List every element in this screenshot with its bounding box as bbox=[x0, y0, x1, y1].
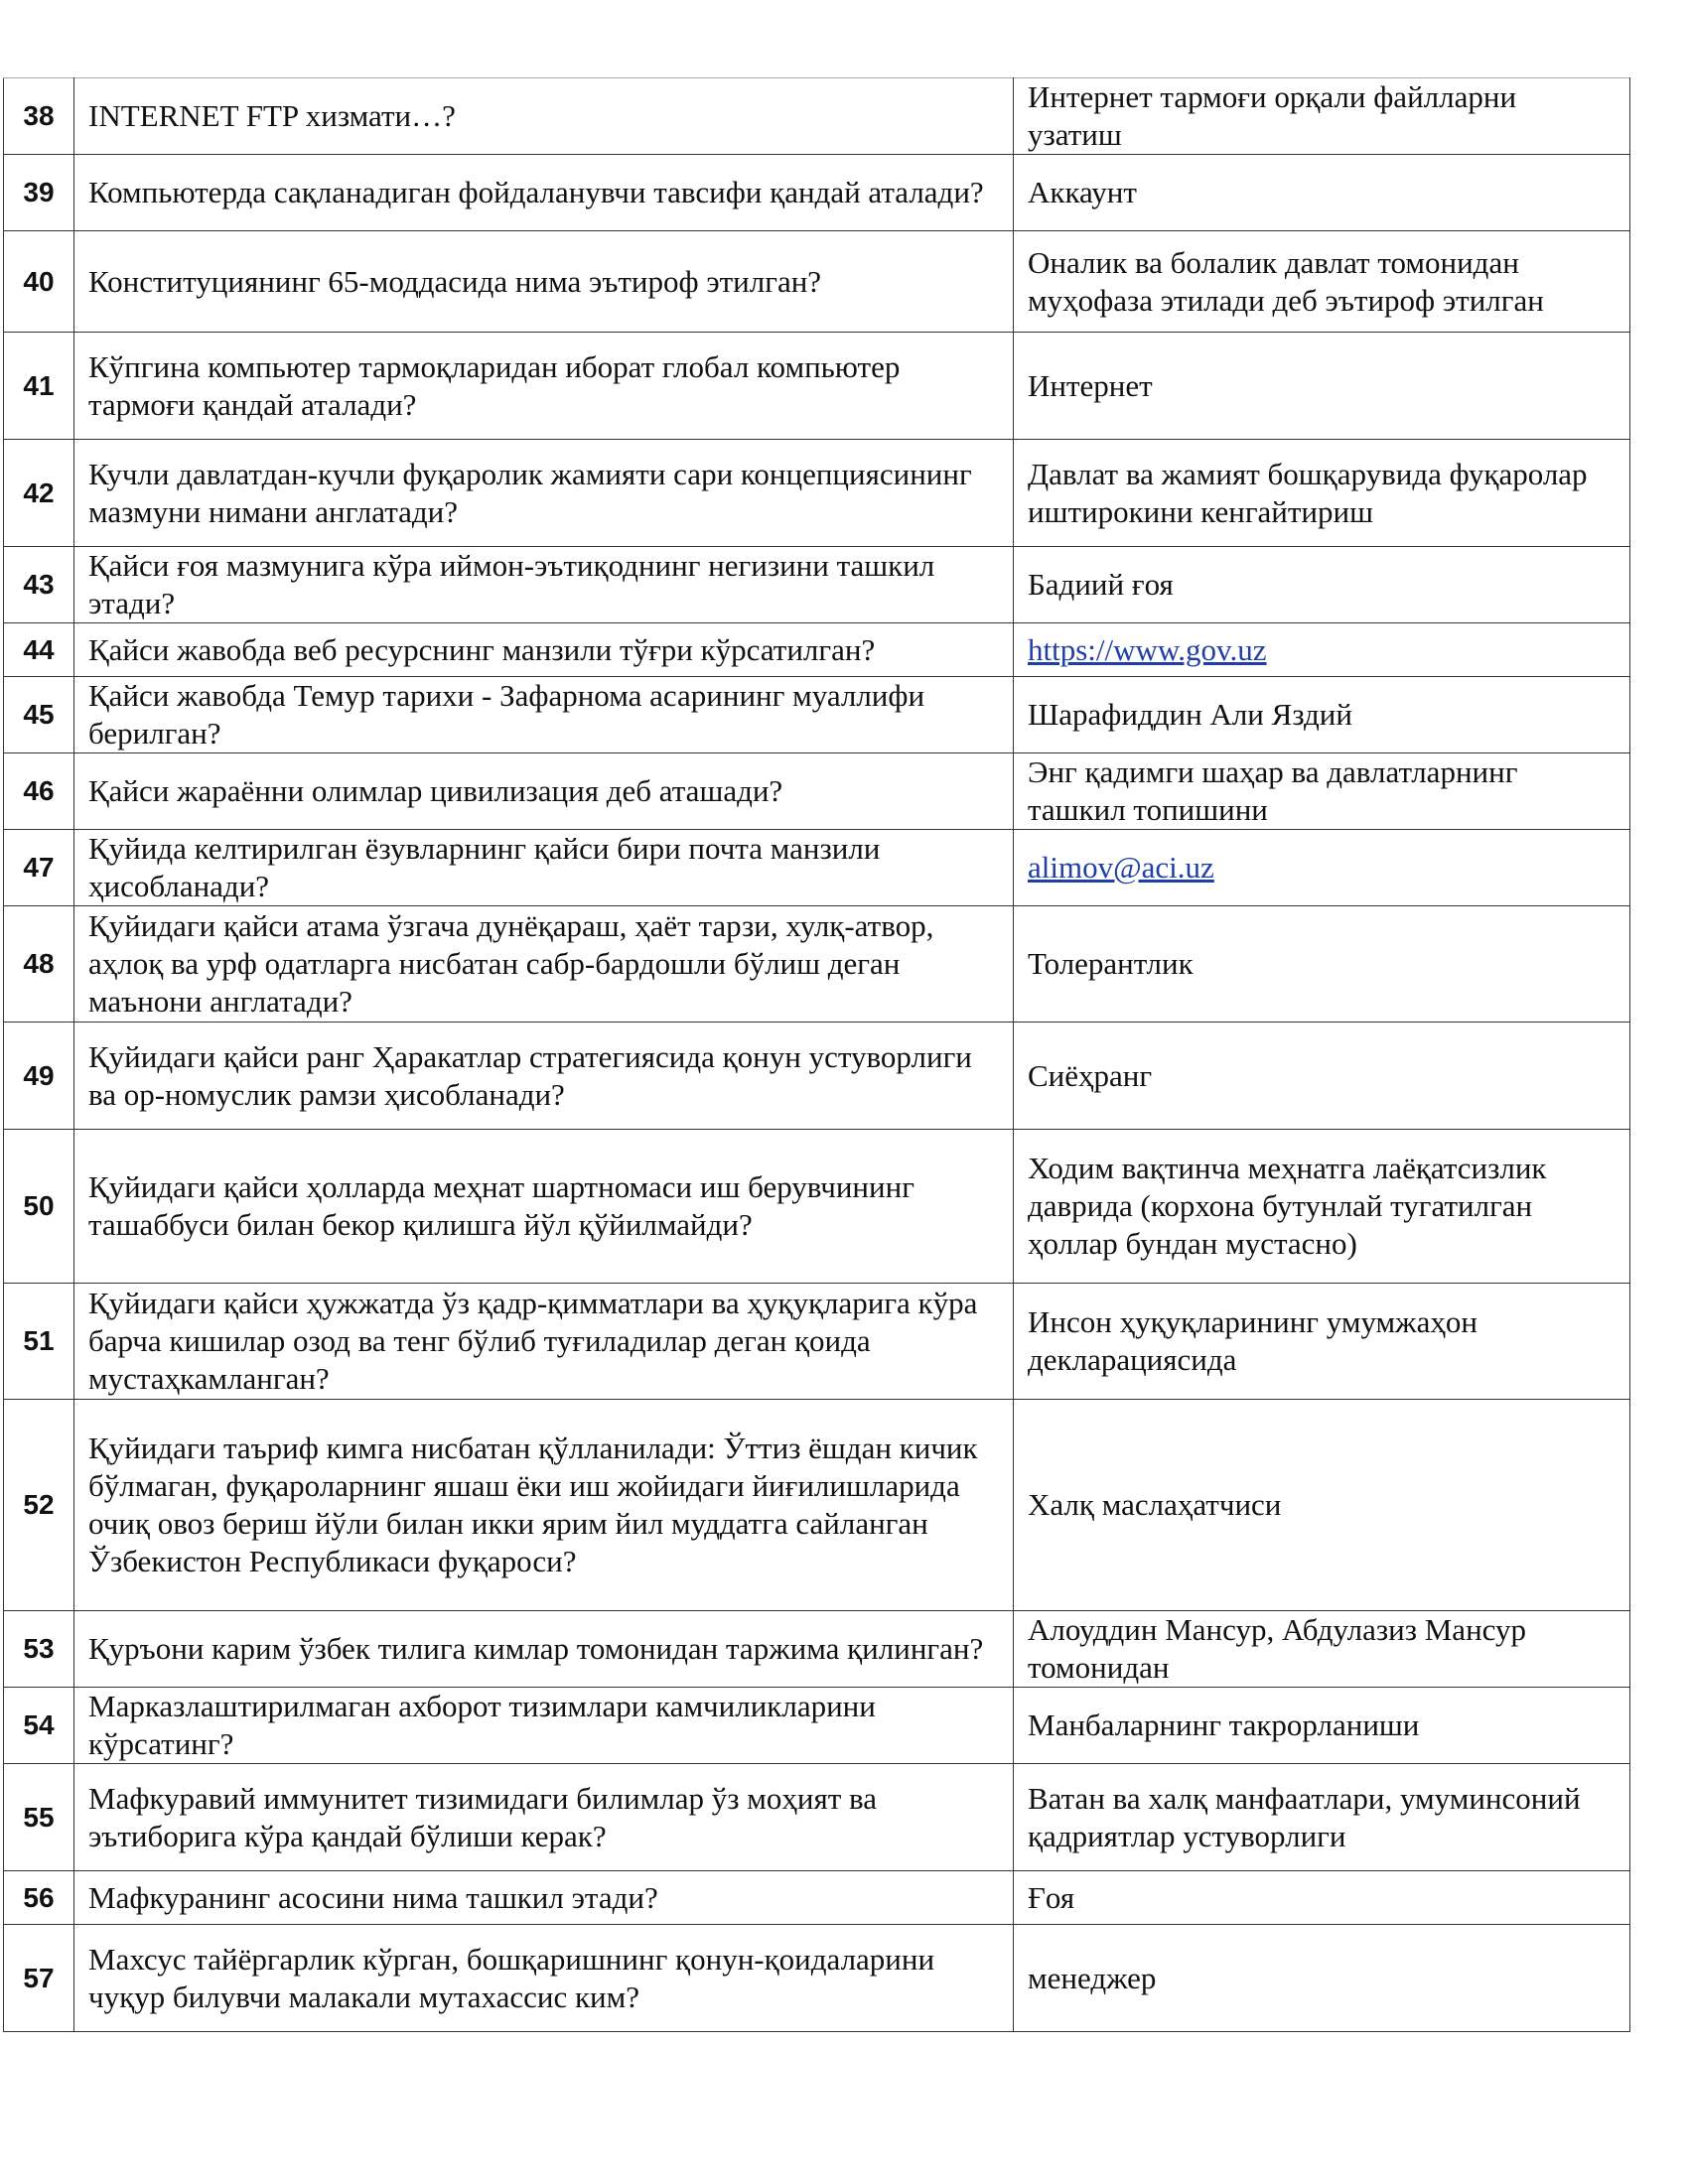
table-row bbox=[4, 440, 1630, 547]
answer-text: Ватан ва халқ манфаатлари, умуминсоний қадриятлар устуворлиги bbox=[1014, 1764, 1630, 1871]
question-number: 46 bbox=[4, 753, 74, 830]
question-number: 43 bbox=[4, 547, 74, 623]
question-text: Қуйидаги қайси ҳужжатда ўз қадр-қимматлари ва ҳуқуқларига кўра барча кишилар озод ва тенг бўлиб туғиладилар деган қоида мустаҳкамланган? bbox=[74, 1284, 1014, 1400]
question-number: 55 bbox=[4, 1764, 74, 1871]
question-text: Кўпгина компьютер тармоқларидан иборат глобал компьютер тармоғи қандай аталади? bbox=[74, 333, 1014, 440]
question-number: 57 bbox=[4, 1925, 74, 2032]
table-row bbox=[4, 547, 1630, 623]
question-number: 44 bbox=[4, 623, 74, 677]
table-row bbox=[4, 1023, 1630, 1130]
table-row bbox=[4, 333, 1630, 440]
answer-cell bbox=[1014, 830, 1630, 906]
table-row bbox=[4, 830, 1630, 906]
answer-text: Интернет bbox=[1014, 333, 1630, 440]
table-row bbox=[4, 1400, 1630, 1611]
answer-link[interactable]: alimov@aci.uz bbox=[1028, 850, 1214, 885]
question-text: Қуйидаги қайси ранг Ҳаракатлар стратегиясида қонун устуворлиги ва ор-номуслик рамзи ҳисобланади? bbox=[74, 1023, 1014, 1130]
answer-text: Бадиий ғоя bbox=[1014, 547, 1630, 623]
question-text: Қайси ғоя мазмунига кўра иймон-эътиқоднинг негизини ташкил этади? bbox=[74, 547, 1014, 623]
qa-table bbox=[3, 77, 1630, 2032]
table-row bbox=[4, 1611, 1630, 1688]
question-text: Кучли давлатдан-кучли фуқаролик жамияти сари концепциясининг мазмуни нимани англатади? bbox=[74, 440, 1014, 547]
question-text: Қайси жавобда Темур тарихи - Зафарнома асарининг муаллифи берилган? bbox=[74, 677, 1014, 753]
question-number: 40 bbox=[4, 231, 74, 333]
question-number: 53 bbox=[4, 1611, 74, 1688]
table-row bbox=[4, 155, 1630, 231]
answer-text: менеджер bbox=[1014, 1925, 1630, 2032]
question-number: 39 bbox=[4, 155, 74, 231]
answer-link[interactable]: https://www.gov.uz bbox=[1028, 631, 1267, 667]
answer-text: Инсон ҳуқуқларининг умумжаҳон декларациясида bbox=[1014, 1284, 1630, 1400]
answer-text: Манбаларнинг такрорланиши bbox=[1014, 1688, 1630, 1764]
question-number: 47 bbox=[4, 830, 74, 906]
table-row bbox=[4, 906, 1630, 1023]
question-text: Махсус тайёргарлик кўрган, бошқаришнинг қонун-қоидаларини чуқур билувчи малакали мутахассис ким? bbox=[74, 1925, 1014, 2032]
answer-text: Шарафиддин Али Яздий bbox=[1014, 677, 1630, 753]
question-text: Қуръони карим ўзбек тилига кимлар томонидан таржима қилинган? bbox=[74, 1611, 1014, 1688]
table-row bbox=[4, 1284, 1630, 1400]
answer-text: Оналик ва болалик давлат томонидан муҳофаза этилади деб эътироф этилган bbox=[1014, 231, 1630, 333]
answer-text: Энг қадимги шаҳар ва давлатларнинг ташкил топишини bbox=[1014, 753, 1630, 830]
question-text: Қуйидаги таъриф кимга нисбатан қўлланилади: Ўттиз ёшдан кичик бўлмаган, фуқароларнинг яшаш ёки иш жойидаги йиғилишларида очиқ овоз бериш йўли билан икки ярим йил муддатга сайланган Ўзбекистон Республикаси фуқароси? bbox=[74, 1400, 1014, 1611]
question-text: Қайси жараённи олимлар цивилизация деб аташади? bbox=[74, 753, 1014, 830]
table-row bbox=[4, 1764, 1630, 1871]
question-text: Қуйида келтирилган ёзувларнинг қайси бири почта манзили ҳисобланади? bbox=[74, 830, 1014, 906]
question-number: 50 bbox=[4, 1130, 74, 1284]
answer-text: Интернет тармоғи орқали файлларни узатиш bbox=[1014, 78, 1630, 155]
question-number: 51 bbox=[4, 1284, 74, 1400]
question-number: 41 bbox=[4, 333, 74, 440]
question-text: Қуйидаги қайси ҳолларда меҳнат шартномаси иш берувчининг ташаббуси билан бекор қилишга йўл қўйилмайди? bbox=[74, 1130, 1014, 1284]
table-row bbox=[4, 1925, 1630, 2032]
table-row bbox=[4, 753, 1630, 830]
answer-text: Халқ маслаҳатчиси bbox=[1014, 1400, 1630, 1611]
question-number: 52 bbox=[4, 1400, 74, 1611]
question-number: 48 bbox=[4, 906, 74, 1023]
answer-text: Аккаунт bbox=[1014, 155, 1630, 231]
question-number: 45 bbox=[4, 677, 74, 753]
question-text: Марказлаштирилмаган ахборот тизимлари камчиликларини кўрсатинг? bbox=[74, 1688, 1014, 1764]
answer-text: Алоуддин Мансур, Абдулазиз Мансур томонидан bbox=[1014, 1611, 1630, 1688]
table-row bbox=[4, 623, 1630, 677]
question-text: Компьютерда сақланадиган фойдаланувчи тавсифи қандай аталади? bbox=[74, 155, 1014, 231]
question-text: Конституциянинг 65-моддасида нима эътироф этилган? bbox=[74, 231, 1014, 333]
answer-text: Давлат ва жамият бошқарувида фуқаролар иштирокини кенгайтириш bbox=[1014, 440, 1630, 547]
answer-cell bbox=[1014, 623, 1630, 677]
answer-text: Толерантлик bbox=[1014, 906, 1630, 1023]
answer-text: Ходим вақтинча меҳнатга лаёқатсизлик даврида (корхона бутунлай тугатилган ҳоллар бундан мустасно) bbox=[1014, 1130, 1630, 1284]
question-text: Қайси жавобда веб ресурснинг манзили тўғри кўрсатилган? bbox=[74, 623, 1014, 677]
question-text: Қуйидаги қайси атама ўзгача дунёқараш, ҳаёт тарзи, хулқ-атвор, аҳлоқ ва урф одатларга нисбатан сабр-бардошли бўлиш деган маънони англатади? bbox=[74, 906, 1014, 1023]
answer-text: Сиёҳранг bbox=[1014, 1023, 1630, 1130]
table-row bbox=[4, 231, 1630, 333]
question-number: 54 bbox=[4, 1688, 74, 1764]
table-row bbox=[4, 1871, 1630, 1925]
qa-table-body bbox=[4, 78, 1630, 2032]
table-row bbox=[4, 677, 1630, 753]
question-number: 56 bbox=[4, 1871, 74, 1925]
question-text: INTERNET FTP хизмати…? bbox=[74, 78, 1014, 155]
question-number: 49 bbox=[4, 1023, 74, 1130]
question-number: 38 bbox=[4, 78, 74, 155]
table-row bbox=[4, 1688, 1630, 1764]
question-number: 42 bbox=[4, 440, 74, 547]
question-text: Мафкуранинг асосини нима ташкил этади? bbox=[74, 1871, 1014, 1925]
question-text: Мафкуравий иммунитет тизимидаги билимлар ўз моҳият ва эътиборига кўра қандай бўлиши керак? bbox=[74, 1764, 1014, 1871]
answer-text: Ғоя bbox=[1014, 1871, 1630, 1925]
table-row bbox=[4, 1130, 1630, 1284]
table-row bbox=[4, 78, 1630, 155]
